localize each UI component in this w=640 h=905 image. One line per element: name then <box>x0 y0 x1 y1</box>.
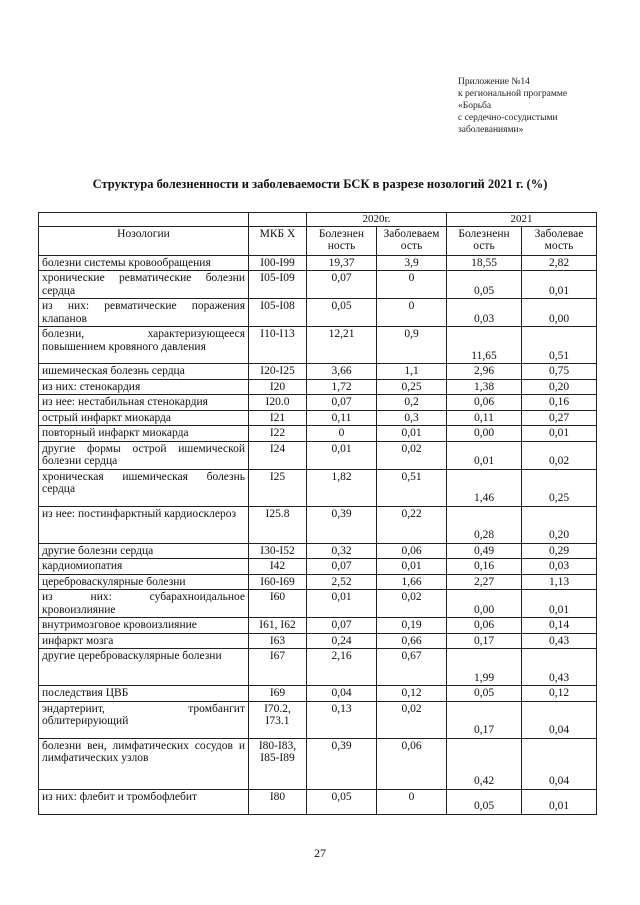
row-prevalence-2020: 0,24 <box>307 633 377 649</box>
appendix-line: Приложение №14 <box>458 77 530 87</box>
row-incidence-2021: 0,75 <box>522 364 597 380</box>
row-prevalence-2021: 0,00 <box>447 590 522 618</box>
row-incidence-2020: 0,02 <box>377 441 447 469</box>
row-incidence-2020: 0 <box>377 271 447 299</box>
row-incidence-2020: 0,22 <box>377 506 447 543</box>
table-row <box>39 738 597 789</box>
header-nosology: Нозологии <box>39 226 249 255</box>
row-incidence-2020: 0,12 <box>377 686 447 702</box>
row-incidence-2021: 0,12 <box>522 686 597 702</box>
row-prevalence-2020: 0,04 <box>307 686 377 702</box>
row-incidence-2021: 0,04 <box>522 738 597 789</box>
row-incidence-2021: 0,01 <box>522 271 597 299</box>
row-incidence-2021: 0,20 <box>522 379 597 395</box>
row-name: из нее: постинфарктный кардиосклероз <box>39 506 249 543</box>
row-name: хроническая ишемическая болезнь сердца <box>39 469 249 506</box>
table-row <box>39 543 597 559</box>
row-name: из них: стенокардия <box>39 379 249 395</box>
row-mkb-code: I67 <box>249 649 307 686</box>
row-prevalence-2021: 0,16 <box>447 559 522 575</box>
row-incidence-2021: 0,04 <box>522 701 597 738</box>
nosology-table <box>38 212 597 815</box>
row-incidence-2020: 0,25 <box>377 379 447 395</box>
header-empty-cell <box>249 213 307 227</box>
row-mkb-code: I24 <box>249 441 307 469</box>
row-incidence-2021: 0,51 <box>522 327 597 364</box>
row-incidence-2020: 0,67 <box>377 649 447 686</box>
row-prevalence-2020: 0,01 <box>307 590 377 618</box>
row-prevalence-2020: 0,39 <box>307 506 377 543</box>
row-incidence-2020: 0,9 <box>377 327 447 364</box>
row-incidence-2020: 0,02 <box>377 590 447 618</box>
row-incidence-2021: 0,14 <box>522 618 597 634</box>
header-row-labels <box>39 226 597 255</box>
row-prevalence-2021: 0,05 <box>447 789 522 814</box>
row-mkb-code: I60-I69 <box>249 574 307 590</box>
row-mkb-code: I30-I52 <box>249 543 307 559</box>
row-incidence-2020: 0,66 <box>377 633 447 649</box>
table-row <box>39 426 597 442</box>
row-prevalence-2020: 0,01 <box>307 441 377 469</box>
row-prevalence-2021: 0,17 <box>447 701 522 738</box>
row-incidence-2021: 0,01 <box>522 590 597 618</box>
row-mkb-code: I21 <box>249 410 307 426</box>
row-mkb-code: I60 <box>249 590 307 618</box>
appendix-line: «Борьба <box>458 101 492 111</box>
row-mkb-code: I80 <box>249 789 307 814</box>
row-name: последствия ЦВБ <box>39 686 249 702</box>
row-mkb-code: I20 <box>249 379 307 395</box>
row-prevalence-2020: 3,66 <box>307 364 377 380</box>
row-prevalence-2021: 1,99 <box>447 649 522 686</box>
row-prevalence-2020: 0,13 <box>307 701 377 738</box>
table-row <box>39 395 597 411</box>
row-incidence-2021: 0,27 <box>522 410 597 426</box>
table-row <box>39 379 597 395</box>
row-prevalence-2021: 0,17 <box>447 633 522 649</box>
table-row <box>39 271 597 299</box>
row-name: инфаркт мозга <box>39 633 249 649</box>
row-prevalence-2020: 0,07 <box>307 271 377 299</box>
row-name: болезни, характеризующееся повышением кровяного давления <box>39 327 249 364</box>
table-row <box>39 559 597 575</box>
header-prevalence-2021: Болезненн ость <box>447 226 522 255</box>
row-name: цереброваскулярные болезни <box>39 574 249 590</box>
row-incidence-2020: 0,01 <box>377 426 447 442</box>
row-mkb-code: I80-I83, I85-I89 <box>249 738 307 789</box>
row-incidence-2021: 0,03 <box>522 559 597 575</box>
page-title: Структура болезненности и заболеваемости БСК в разрезе нозологий 2021 г. (%) <box>92 177 548 191</box>
row-incidence-2021: 2,82 <box>522 255 597 271</box>
row-mkb-code: I69 <box>249 686 307 702</box>
row-incidence-2020: 0 <box>377 299 447 327</box>
row-incidence-2021: 0,01 <box>522 789 597 814</box>
table-row <box>39 789 597 814</box>
row-mkb-code: I70.2, I73.1 <box>249 701 307 738</box>
table-body <box>39 255 597 814</box>
table-row <box>39 469 597 506</box>
row-prevalence-2021: 2,96 <box>447 364 522 380</box>
row-mkb-code: I05-I09 <box>249 271 307 299</box>
row-name: повторный инфаркт миокарда <box>39 426 249 442</box>
row-prevalence-2020: 0,39 <box>307 738 377 789</box>
row-prevalence-2021: 0,01 <box>447 441 522 469</box>
row-mkb-code: I25 <box>249 469 307 506</box>
row-incidence-2021: 0,43 <box>522 649 597 686</box>
row-prevalence-2020: 0,05 <box>307 299 377 327</box>
row-incidence-2020: 0,51 <box>377 469 447 506</box>
appendix-line: заболеваниями» <box>458 125 524 135</box>
row-name: болезни вен, лимфатических сосудов и лимфатических узлов <box>39 738 249 789</box>
row-name: из них: субарахноидальное кровоизлияние <box>39 590 249 618</box>
row-name: из них: флебит и тромбофлебит <box>39 789 249 814</box>
row-name: ишемическая болезнь сердца <box>39 364 249 380</box>
row-name: внутримозговое кровоизлияние <box>39 618 249 634</box>
row-mkb-code: I20-I25 <box>249 364 307 380</box>
row-prevalence-2020: 0,11 <box>307 410 377 426</box>
header-empty-cell <box>39 213 249 227</box>
row-prevalence-2021: 0,11 <box>447 410 522 426</box>
row-prevalence-2021: 0,06 <box>447 618 522 634</box>
row-incidence-2020: 0,2 <box>377 395 447 411</box>
table-row <box>39 410 597 426</box>
table-row <box>39 299 597 327</box>
row-prevalence-2020: 12,21 <box>307 327 377 364</box>
row-incidence-2021: 0,16 <box>522 395 597 411</box>
row-incidence-2020: 0,06 <box>377 543 447 559</box>
row-mkb-code: I05-I08 <box>249 299 307 327</box>
row-prevalence-2021: 0,28 <box>447 506 522 543</box>
row-incidence-2020: 0,3 <box>377 410 447 426</box>
row-incidence-2020: 0,01 <box>377 559 447 575</box>
row-prevalence-2021: 1,38 <box>447 379 522 395</box>
row-name: хронические ревматические болезни сердца <box>39 271 249 299</box>
row-prevalence-2021: 0,49 <box>447 543 522 559</box>
row-incidence-2020: 0,06 <box>377 738 447 789</box>
row-prevalence-2020: 2,16 <box>307 649 377 686</box>
table-row <box>39 574 597 590</box>
row-prevalence-2021: 18,55 <box>447 255 522 271</box>
header-incidence-2021: Заболевае мость <box>522 226 597 255</box>
row-prevalence-2021: 0,03 <box>447 299 522 327</box>
table-row <box>39 633 597 649</box>
row-incidence-2021: 0,43 <box>522 633 597 649</box>
row-prevalence-2021: 11,65 <box>447 327 522 364</box>
row-prevalence-2021: 2,27 <box>447 574 522 590</box>
header-year-2021: 2021 <box>447 213 597 227</box>
row-prevalence-2020: 1,72 <box>307 379 377 395</box>
row-incidence-2021: 0,02 <box>522 441 597 469</box>
table-row <box>39 590 597 618</box>
row-prevalence-2021: 0,06 <box>447 395 522 411</box>
header-incidence-2020: Заболеваем ость <box>377 226 447 255</box>
row-incidence-2020: 3,9 <box>377 255 447 271</box>
row-incidence-2021: 1,13 <box>522 574 597 590</box>
table-row <box>39 686 597 702</box>
row-name: другие формы острой ишемической болезни сердца <box>39 441 249 469</box>
row-name: эндартериит, тромбангит облитерирующий <box>39 701 249 738</box>
appendix-line: к региональной программе <box>458 89 568 99</box>
row-mkb-code: I25.8 <box>249 506 307 543</box>
row-prevalence-2020: 0 <box>307 426 377 442</box>
row-mkb-code: I63 <box>249 633 307 649</box>
row-name: острый инфаркт миокарда <box>39 410 249 426</box>
header-mkb: МКБ X <box>249 226 307 255</box>
row-incidence-2020: 0 <box>377 789 447 814</box>
table-row <box>39 701 597 738</box>
row-incidence-2021: 0,25 <box>522 469 597 506</box>
row-mkb-code: I00-I99 <box>249 255 307 271</box>
row-incidence-2021: 0,00 <box>522 299 597 327</box>
row-prevalence-2020: 19,37 <box>307 255 377 271</box>
row-incidence-2020: 0,02 <box>377 701 447 738</box>
row-name: из нее: нестабильная стенокардия <box>39 395 249 411</box>
row-incidence-2021: 0,01 <box>522 426 597 442</box>
row-mkb-code: I10-I13 <box>249 327 307 364</box>
header-year-2020: 2020г. <box>307 213 447 227</box>
row-incidence-2021: 0,20 <box>522 506 597 543</box>
row-mkb-code: I42 <box>249 559 307 575</box>
table-row <box>39 327 597 364</box>
row-name: другие болезни сердца <box>39 543 249 559</box>
table-row <box>39 618 597 634</box>
row-prevalence-2021: 0,00 <box>447 426 522 442</box>
row-mkb-code: I20.0 <box>249 395 307 411</box>
row-prevalence-2020: 0,32 <box>307 543 377 559</box>
table-row <box>39 255 597 271</box>
table-row <box>39 364 597 380</box>
header-prevalence-2020: Болезнен ность <box>307 226 377 255</box>
appendix-line: с сердечно-сосудистыми <box>458 113 558 123</box>
row-incidence-2021: 0,29 <box>522 543 597 559</box>
row-mkb-code: I22 <box>249 426 307 442</box>
row-prevalence-2021: 0,05 <box>447 686 522 702</box>
row-prevalence-2020: 0,07 <box>307 395 377 411</box>
row-incidence-2020: 1,66 <box>377 574 447 590</box>
table-row <box>39 506 597 543</box>
row-prevalence-2020: 0,05 <box>307 789 377 814</box>
row-prevalence-2021: 1,46 <box>447 469 522 506</box>
page-number: 27 <box>314 846 326 860</box>
row-name: другие цереброваскулярные болезни <box>39 649 249 686</box>
row-name: из них: ревматические поражения клапанов <box>39 299 249 327</box>
row-name: кардиомиопатия <box>39 559 249 575</box>
row-prevalence-2021: 0,42 <box>447 738 522 789</box>
table-row <box>39 649 597 686</box>
row-prevalence-2021: 0,05 <box>447 271 522 299</box>
row-prevalence-2020: 2,52 <box>307 574 377 590</box>
row-prevalence-2020: 1,82 <box>307 469 377 506</box>
row-incidence-2020: 1,1 <box>377 364 447 380</box>
row-name: болезни системы кровообращения <box>39 255 249 271</box>
header-row-years <box>39 213 597 227</box>
appendix-note <box>458 76 628 136</box>
row-prevalence-2020: 0,07 <box>307 559 377 575</box>
table-row <box>39 441 597 469</box>
row-incidence-2020: 0,19 <box>377 618 447 634</box>
row-prevalence-2020: 0,07 <box>307 618 377 634</box>
row-mkb-code: I61, I62 <box>249 618 307 634</box>
